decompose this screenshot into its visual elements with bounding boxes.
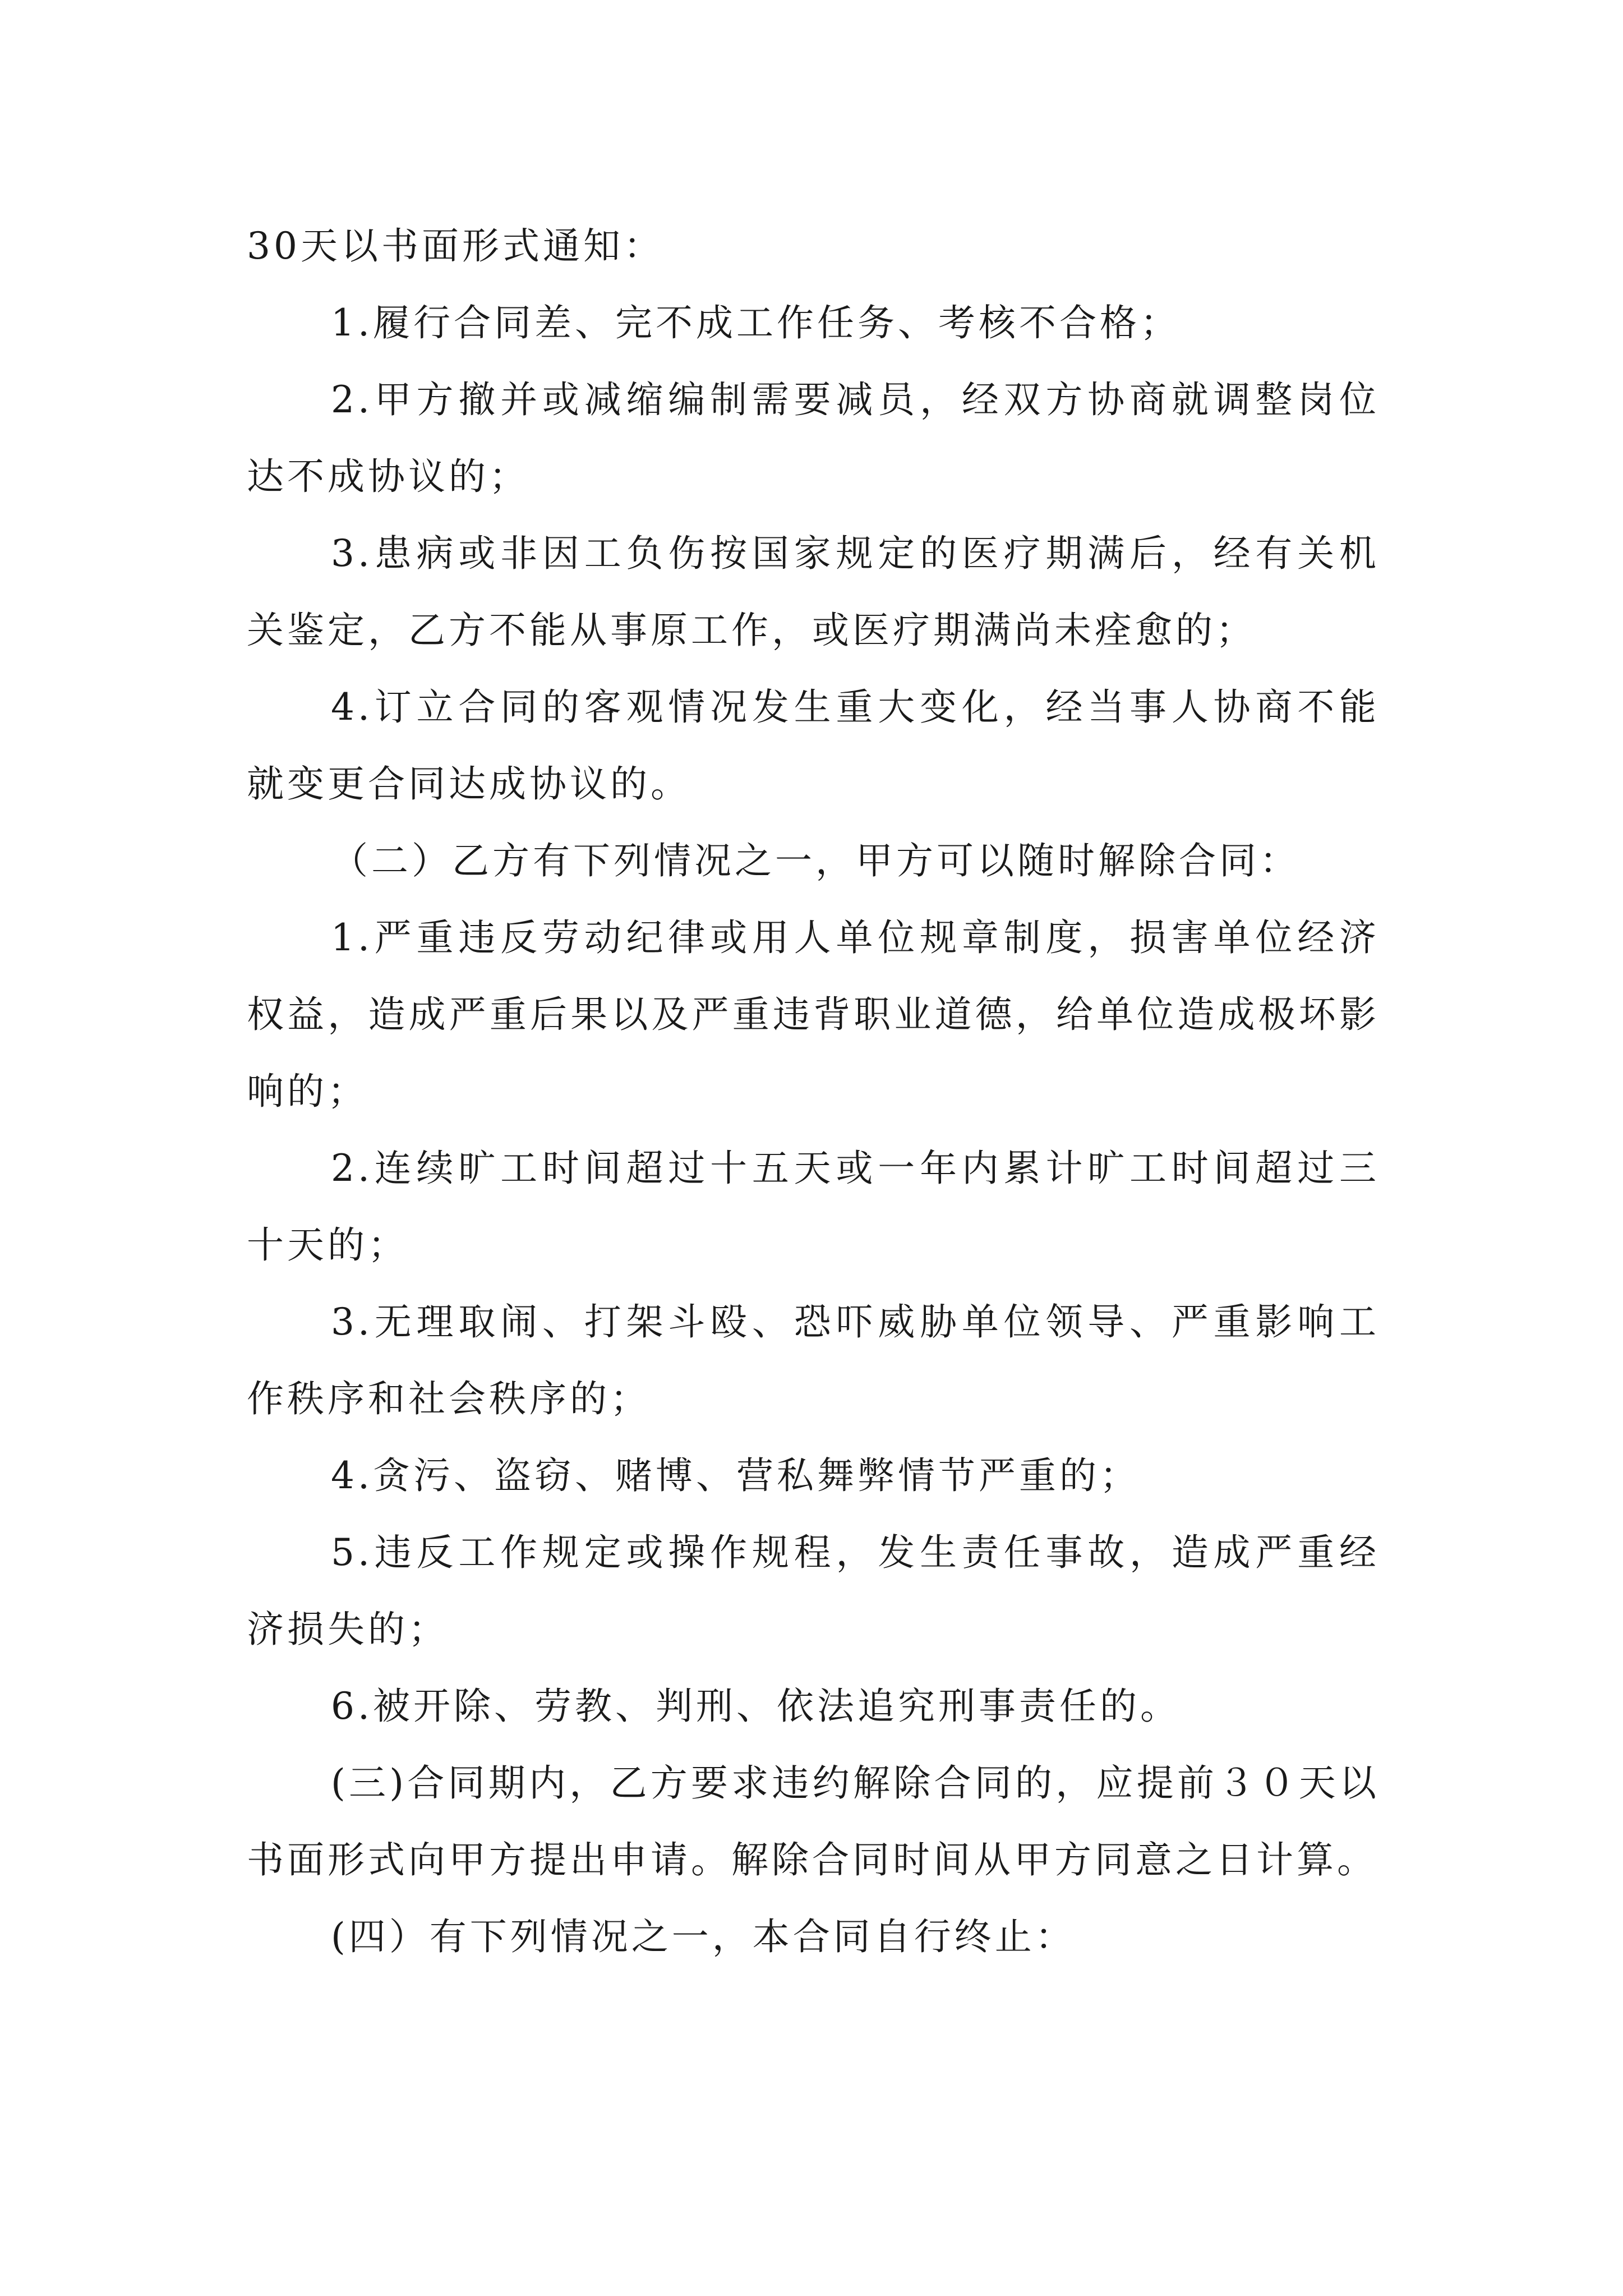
paragraph: 6.被开除、劳教、判刑、依法追究刑事责任的。 — [331, 1685, 1181, 1728]
paragraph: 1.严重违反劳动纪律或用人单位规章制度，损害单位经济权益，造成严重后果以及严重违背职业道德，给单位造成极坏影响的； — [247, 916, 1380, 1113]
paragraph: (四）有下列情况之一，本合同自行终止： — [331, 1915, 1076, 1958]
paragraph: （二）乙方有下列情况之一，甲方可以随时解除合同： — [331, 839, 1300, 882]
paragraph: 4.订立合同的客观情况发生重大变化，经当事人协商不能就变更合同达成协议的。 — [247, 685, 1380, 806]
paragraph: (三)合同期内，乙方要求违约解除合同的，应提前３０天以书面形式向甲方提出申请。解除合同时间从甲方同意之日计算。 — [247, 1761, 1380, 1881]
paragraph: 5.违反工作规定或操作规程，发生责任事故，造成严重经济损失的； — [247, 1531, 1380, 1651]
document-page — [247, 208, 1380, 1975]
paragraph: 30天以书面形式通知： — [247, 224, 664, 268]
paragraph: 4.贪污、盗窃、赌博、营私舞弊情节严重的； — [331, 1454, 1140, 1497]
paragraph: 1.履行合同差、完不成工作任务、考核不合格； — [331, 301, 1181, 344]
paragraph: 3.无理取闹、打架斗殴、恐吓威胁单位领导、严重影响工作秩序和社会秩序的； — [247, 1300, 1380, 1420]
paragraph: 3.患病或非因工负伤按国家规定的医疗期满后，经有关机关鉴定，乙方不能从事原工作，或医疗期满尚未痊愈的； — [247, 532, 1380, 652]
paragraph: 2.甲方撤并或减缩编制需要减员，经双方协商就调整岗位达不成协议的； — [247, 378, 1380, 498]
paragraph: 2.连续旷工时间超过十五天或一年内累计旷工时间超过三十天的； — [247, 1147, 1380, 1267]
